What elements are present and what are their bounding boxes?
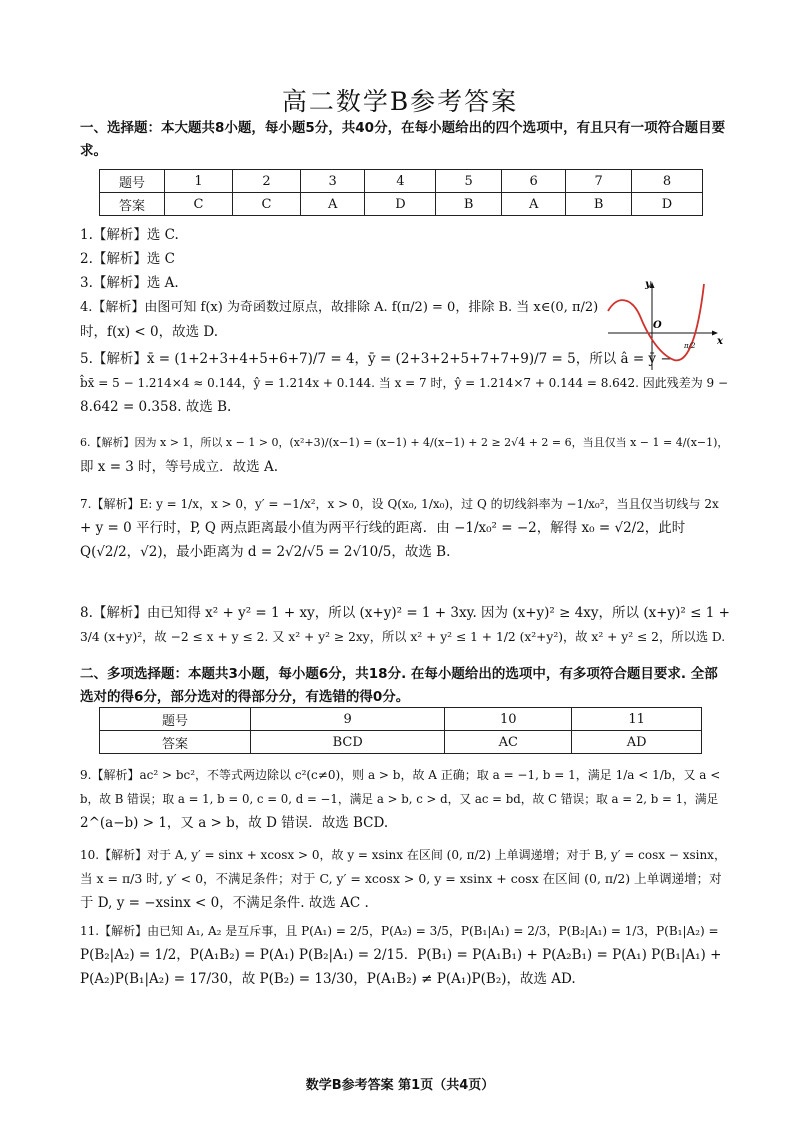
question-number-cell: 10 bbox=[445, 708, 572, 731]
answer-cell: A bbox=[501, 193, 565, 216]
table-row bbox=[100, 170, 703, 193]
answer-table-2 bbox=[99, 707, 702, 754]
question-number-cell: 6 bbox=[501, 170, 565, 193]
answer-cell: D bbox=[631, 193, 702, 216]
function-graph bbox=[606, 276, 728, 372]
page-title: 高二数学B参考答案 bbox=[281, 87, 519, 116]
table-header-cell: 题号 bbox=[100, 708, 251, 731]
section-1-heading: 一、选择题：本大题共8小题，每小题5分，共40分，在每小题给出的四个选项中，有且只有一项符合题目要求。 bbox=[80, 120, 726, 159]
solution-line: Q(√2/2，√2)，最小距离为 d = 2√2/√5 = 2√10/5，故选 B. bbox=[80, 544, 451, 560]
solution-line: 6.【解析】因为 x > 1，所以 x − 1 > 0，(x²+3)/(x−1) = (x−1) + 4/(x−1) + 2 ≥ 2√4 + 2 = 6，当且仅当 x − 1 = 4/(x−1)， bbox=[80, 436, 729, 449]
x-axis-arrow-icon bbox=[712, 331, 718, 336]
table-row bbox=[100, 731, 702, 754]
y-axis-label: y bbox=[645, 279, 651, 290]
answer-cell: C bbox=[165, 193, 233, 216]
solution-line: 4.【解析】由图可知 f(x) 为奇函数过原点，故排除 A. f(π/2) = 0，排除 B. 当 x∈(0, π/2) bbox=[80, 300, 599, 315]
solution-item bbox=[80, 247, 730, 271]
solution-item bbox=[80, 763, 730, 835]
solution-line: 时，f(x) < 0，故选 D. bbox=[80, 324, 219, 340]
solution-line: 11.【解析】由已知 A₁, A₂ 是互斥事，且 P(A₁) = 2/5，P(A₂) = 3/5，P(B₁|A₁) = 2/3，P(B₂|A₁) = 1/3，P(B₁|A₂) = bbox=[80, 924, 719, 938]
table-row bbox=[100, 193, 703, 216]
table-header-cell: 题号 bbox=[100, 170, 165, 193]
solution-line: 8.642 = 0.358. 故选 B. bbox=[80, 399, 232, 415]
solution-item bbox=[80, 843, 730, 915]
table-header-cell: 答案 bbox=[100, 731, 251, 754]
answer-cell: D bbox=[365, 193, 436, 216]
solution-line: 3.【解析】选 A. bbox=[80, 275, 179, 291]
solution-line: 即 x = 3 时，等号成立．故选 A. bbox=[80, 459, 279, 475]
solution-line: 10.【解析】对于 A, y′ = sinx + xcosx > 0，故 y = xsinx 在区间 (0, π/2) 上单调递增；对于 B, y′ = cosx − xsinx， bbox=[80, 848, 726, 862]
table-row bbox=[100, 708, 702, 731]
solution-item bbox=[80, 492, 730, 564]
solution-line: 3/4 (x+y)²，故 −2 ≤ x + y ≤ 2. 又 x² + y² ≥ 2xy，所以 x² + y² ≤ 1 + 1/2 (x²+y²)，故 x² + y² ≤ 2，所以选 D. bbox=[80, 630, 726, 644]
solution-line: 当 x = π/3 时, y′ < 0，不满足条件；对于 C, y′ = xcosx > 0, y = xsinx + cosx 在区间 (0, π/2) 上单调递增；对 bbox=[80, 871, 722, 886]
question-number-cell: 4 bbox=[365, 170, 436, 193]
origin-label: O bbox=[653, 320, 662, 331]
section-2-heading: 二、多项选择题：本题共3小题，每小题6分，共18分. 在每小题给出的选项中，有多项符合题目要求. 全部选对的得6分，部分选对的得部分分，有选错的得0分。 bbox=[80, 666, 718, 705]
solution-line: 于 D, y = −xsinx < 0，不满足条件. 故选 AC . bbox=[80, 895, 369, 911]
answer-cell: A bbox=[300, 193, 364, 216]
solution-line: 1.【解析】选 C. bbox=[80, 227, 179, 243]
solution-line: 2^(a−b) > 1，又 a > b，故 D 错误．故选 BCD. bbox=[80, 815, 389, 831]
question-number-cell: 9 bbox=[251, 708, 445, 731]
question-number-cell: 7 bbox=[566, 170, 632, 193]
solution-item bbox=[80, 431, 730, 479]
question-number-cell: 1 bbox=[165, 170, 233, 193]
solution-line: 7.【解析】E: y = 1/x，x > 0，y′ = −1/x²，x > 0，设 Q(x₀, 1/x₀)，过 Q 的切线斜率为 −1/x₀²，当且仅当切线与 2x bbox=[80, 497, 719, 511]
answer-cell: B bbox=[566, 193, 632, 216]
solution-line: P(A₂)P(B₁|A₂) = 17/30，故 P(B₂) = 13/30，P(A₁B₂) ≠ P(A₁)P(B₂)，故选 AD. bbox=[80, 971, 576, 987]
answer-cell: AD bbox=[572, 731, 702, 754]
question-number-cell: 3 bbox=[300, 170, 364, 193]
page-footer: 数学B参考答案 第1页（共4页） bbox=[305, 1078, 495, 1093]
solution-item bbox=[80, 223, 730, 247]
root-label: π/2 bbox=[684, 342, 696, 350]
answer-cell: B bbox=[436, 193, 502, 216]
solution-line: b̂x̄ = 5 − 1.214×4 ≈ 0.144，ŷ = 1.214x + 0.144. 当 x = 7 时，ŷ = 1.214×7 + 0.144 = 8.642. 因此残差为 9 − bbox=[80, 376, 729, 390]
solution-item bbox=[80, 919, 730, 991]
solution-line: b，故 B 错误；取 a = 1, b = 0, c = 0, d = −1，满足 a > b, c > d，又 ac = bd，故 C 错误；取 a = 2, b = 1，满足 bbox=[80, 792, 719, 806]
table-header-cell: 答案 bbox=[100, 193, 165, 216]
answer-table-1 bbox=[99, 169, 703, 216]
solution-line: 9.【解析】ac² > bc²，不等式两边除以 c²(c≠0)，则 a > b，故 A 正确；取 a = −1, b = 1，满足 1/a < 1/b，又 a < bbox=[80, 768, 721, 782]
solution-line: 8.【解析】由已知得 x² + y² = 1 + xy，所以 (x+y)² = 1 + 3xy. 因为 (x+y)² ≥ 4xy，所以 (x+y)² ≤ 1 + bbox=[80, 605, 730, 621]
question-number-cell: 11 bbox=[572, 708, 702, 731]
solution-line: P(B₂|A₂) = 1/2，P(A₁B₂) = P(A₁) P(B₂|A₁) = 2/15．P(B₁) = P(A₁B₁) + P(A₂B₁) = P(A₁) P(B₁|A₁) + bbox=[80, 947, 722, 963]
question-number-cell: 2 bbox=[232, 170, 300, 193]
solution-line: 5.【解析】x̄ = (1+2+3+4+5+6+7)/7 = 4，ȳ = (2+3+2+5+7+7+9)/7 = 5，所以 â = ȳ − bbox=[80, 351, 672, 367]
answer-cell: C bbox=[232, 193, 300, 216]
answer-cell: BCD bbox=[251, 731, 445, 754]
answer-cell: AC bbox=[445, 731, 572, 754]
solution-line: 2.【解析】选 C bbox=[80, 251, 176, 267]
solution-line: + y = 0 平行时，P, Q 两点距离最小值为两平行线的距离．由 −1/x₀² = −2，解得 x₀ = √2/2，此时 bbox=[80, 520, 686, 536]
question-number-cell: 5 bbox=[436, 170, 502, 193]
x-axis-label: x bbox=[717, 336, 723, 347]
solution-item bbox=[80, 601, 730, 649]
question-number-cell: 8 bbox=[631, 170, 702, 193]
